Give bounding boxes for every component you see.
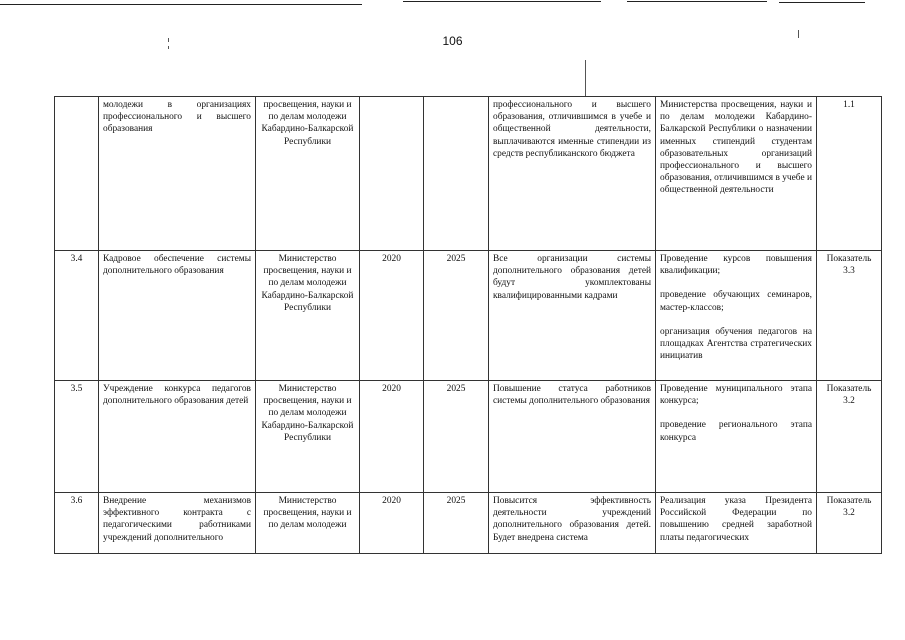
activity-item: проведение регионального этапа конкурса	[660, 420, 812, 443]
event-name: Кадровое обеспечение системы дополнительного образования	[99, 251, 256, 381]
expected-result: Повысится эффективность деятельности учреждений дополнительного образования детей. Будет внедрена система	[489, 493, 656, 554]
start-year	[360, 97, 424, 251]
scan-edge-line-middle	[403, 1, 601, 2]
activity-item: Реализация указа Президента Российской Федерации по повышению средней заработной платы педагогических	[660, 496, 812, 543]
scan-speck	[585, 60, 586, 96]
activity-item: Министерства просвещения, науки и по делам молодежи Кабардино-Балкарской Республики о назначении именных стипендий студентам образовательных организаций профессионального и высшего образования, отличившимся в учебе и общественной деятельности	[660, 100, 812, 196]
end-year	[424, 97, 489, 251]
main-activities	[656, 97, 817, 251]
event-name: Учреждение конкурса педагогов дополнительного образования детей	[99, 381, 256, 493]
start-year: 2020	[360, 251, 424, 381]
activity-item: Проведение курсов повышения квалификации;	[660, 254, 812, 277]
end-year: 2025	[424, 493, 489, 554]
main-activities	[656, 251, 817, 381]
responsible-executor: Министерство просвещения, науки и по делам молодежи Кабардино-Балкарской Республики	[256, 251, 360, 381]
responsible-executor: просвещения, науки и по делам молодежи Кабардино-Балкарской Республики	[256, 97, 360, 251]
event-name: Внедрение механизмов эффективного контракта с педагогическими работниками учреждений дополнительного	[99, 493, 256, 554]
responsible-executor: Министерство просвещения, науки и по делам молодежи	[256, 493, 360, 554]
event-name: молодежи в организациях профессионального и высшего образования	[99, 97, 256, 251]
responsible-executor: Министерство просвещения, науки и по делам молодежи Кабардино-Балкарской Республики	[256, 381, 360, 493]
indicator-link: 1.1	[817, 97, 882, 251]
activity-item: проведение обучающих семинаров, мастер-классов;	[660, 290, 812, 313]
activity-item: организация обучения педагогов на площадках Агентства стратегических инициатив	[660, 326, 812, 362]
scan-speck	[168, 38, 169, 42]
end-year: 2025	[424, 251, 489, 381]
scan-edge-line-right	[627, 1, 767, 2]
main-activities	[656, 381, 817, 493]
start-year: 2020	[360, 493, 424, 554]
indicator-link: Показатель 3.3	[817, 251, 882, 381]
expected-result: профессионального и высшего образования, отличившимся в учебе и общественной деятельности, выплачиваются именные стипендии из средств республиканского бюджета	[489, 97, 656, 251]
table-row	[55, 97, 882, 251]
indicator-link: Показатель 3.2	[817, 381, 882, 493]
row-number: 3.4	[55, 251, 99, 381]
expected-result: Повышение статуса работников системы дополнительного образования	[489, 381, 656, 493]
activity-item: Проведение муниципального этапа конкурса;	[660, 384, 812, 407]
row-number: 3.5	[55, 381, 99, 493]
start-year: 2020	[360, 381, 424, 493]
row-number: 3.6	[55, 493, 99, 554]
end-year: 2025	[424, 381, 489, 493]
table-row	[55, 251, 882, 381]
row-number	[55, 97, 99, 251]
scan-edge-line-far-right	[779, 2, 865, 3]
page-number: 106	[442, 34, 463, 48]
table-row	[55, 381, 882, 493]
indicator-link: Показатель 3.2	[817, 493, 882, 554]
scan-speck	[798, 30, 799, 38]
table-row	[55, 493, 882, 554]
main-activities	[656, 493, 817, 554]
expected-result: Все организации системы дополнительного образования детей будут укомплектованы квалифицированными кадрами	[489, 251, 656, 381]
scan-edge-line-left	[0, 4, 362, 5]
measures-table	[54, 96, 882, 554]
scan-speck	[168, 46, 169, 49]
